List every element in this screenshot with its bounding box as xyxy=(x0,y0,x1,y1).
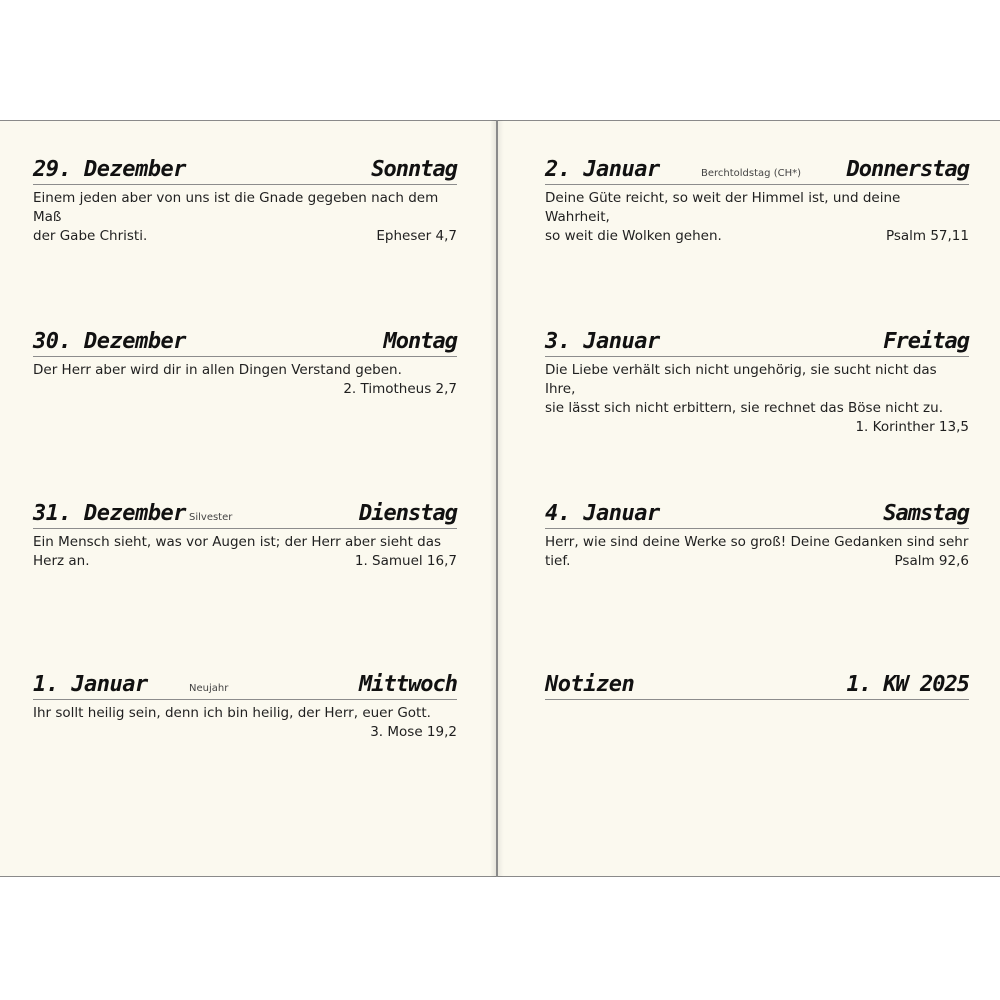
entry-header xyxy=(33,665,457,700)
gutter-shadow-right xyxy=(498,120,504,877)
day-entry-jan-2 xyxy=(545,150,969,246)
entry-weekday: Sonntag xyxy=(371,157,457,182)
verse-line: Der Herr aber wird dir in allen Dingen Verstand geben. xyxy=(33,362,402,378)
verse-reference: 3. Mose 19,2 xyxy=(370,724,457,740)
holiday-label: Berchtoldstag (CH*) xyxy=(701,168,801,179)
entry-header xyxy=(33,494,457,529)
verse-text xyxy=(545,533,969,571)
verse-text xyxy=(33,533,457,571)
verse-line-text: tief. xyxy=(545,553,571,569)
verse-line xyxy=(33,552,457,571)
gutter-shadow-left xyxy=(490,120,496,877)
entry-date: 31. Dezember xyxy=(33,501,186,526)
verse-line: sie lässt sich nicht erbittern, sie rechnet das Böse nicht zu. xyxy=(545,400,943,416)
verse-reference: Psalm 57,11 xyxy=(885,228,969,244)
entry-header xyxy=(33,322,457,357)
entry-header xyxy=(545,150,969,185)
verse-text xyxy=(545,189,969,246)
verse-reference: Psalm 92,6 xyxy=(894,553,969,569)
verse-reference: 1. Samuel 16,7 xyxy=(354,553,457,569)
entry-date: 30. Dezember xyxy=(33,329,186,354)
entry-header xyxy=(33,150,457,185)
entry-weekday: Dienstag xyxy=(359,501,457,526)
day-entry-jan-4 xyxy=(545,494,969,571)
verse-line: Ein Mensch sieht, was vor Augen ist; der Herr aber sieht das xyxy=(33,534,442,550)
day-entry-dec-29 xyxy=(33,150,457,246)
entry-date: 1. Januar xyxy=(33,672,148,697)
verse-line: Herr, wie sind deine Werke so groß! Deine Gedanken sind sehr xyxy=(545,534,969,550)
verse-line-text: der Gabe Christi. xyxy=(33,228,148,244)
entry-date: 2. Januar xyxy=(545,157,660,182)
day-entry-jan-3 xyxy=(545,322,969,437)
verse-line: Ihr sollt heilig sein, denn ich bin heilig, der Herr, euer Gott. xyxy=(33,705,431,721)
calendar-week-label: 1. KW 2025 xyxy=(846,672,969,697)
holiday-label: Silvester xyxy=(189,512,233,523)
entry-weekday: Donnerstag xyxy=(846,157,969,182)
verse-line xyxy=(33,227,457,246)
entry-date: 3. Januar xyxy=(545,329,660,354)
verse-line: Die Liebe verhält sich nicht ungehörig, sie sucht nicht das Ihre, xyxy=(545,362,937,397)
day-entry-dec-31 xyxy=(33,494,457,571)
holiday-label: Neujahr xyxy=(189,683,229,694)
verse-line: Deine Güte reicht, so weit der Himmel ist, und deine Wahrheit, xyxy=(545,190,901,225)
notes-section xyxy=(545,665,969,700)
verse-reference: 2. Timotheus 2,7 xyxy=(343,381,457,397)
verse-text xyxy=(33,189,457,246)
entry-date: 4. Januar xyxy=(545,501,660,526)
verse-text xyxy=(545,361,969,418)
day-entry-jan-1 xyxy=(33,665,457,742)
entry-weekday: Samstag xyxy=(883,501,969,526)
verse-text xyxy=(33,704,457,723)
entry-header xyxy=(545,494,969,529)
verse-text xyxy=(33,361,457,380)
entry-date: 29. Dezember xyxy=(33,157,186,182)
verse-reference: 1. Korinther 13,5 xyxy=(855,419,969,435)
verse-reference: Epheser 4,7 xyxy=(376,228,457,244)
verse-line-text: Herz an. xyxy=(33,553,90,569)
verse-line xyxy=(545,227,969,246)
entry-header xyxy=(545,322,969,357)
verse-line: Einem jeden aber von uns ist die Gnade gegeben nach dem Maß xyxy=(33,190,439,225)
notes-label: Notizen xyxy=(545,672,635,697)
entry-weekday: Freitag xyxy=(883,329,969,354)
entry-weekday: Montag xyxy=(383,329,457,354)
notes-header xyxy=(545,665,969,700)
verse-line xyxy=(545,552,969,571)
entry-weekday: Mittwoch xyxy=(359,672,457,697)
day-entry-dec-30 xyxy=(33,322,457,399)
verse-line-text: so weit die Wolken gehen. xyxy=(545,228,722,244)
